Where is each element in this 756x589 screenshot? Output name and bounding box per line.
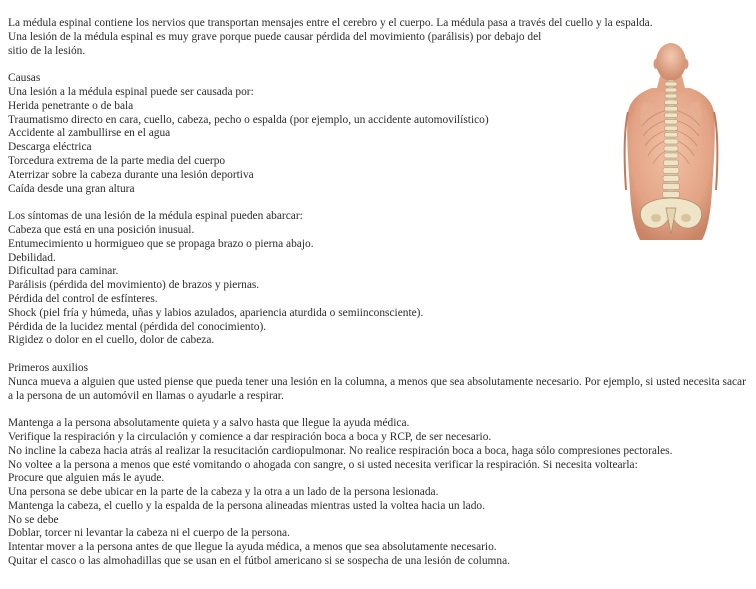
- cause-item: Torcedura extrema de la parte media del cuerpo: [8, 154, 226, 167]
- first-aid-paragraph: Nunca mueva a alguien que usted piense que pueda tener una lesión en la columna, a menos que sea absolutamente necesario. Por ejemplo, si usted necesita sacar a la persona de un automóvil en llamas o ayudarle a respirar.: [8, 375, 746, 402]
- symptom-item: Debilidad.: [8, 251, 56, 264]
- causes-heading: Causas: [8, 72, 41, 85]
- spacer: [8, 348, 753, 362]
- first-aid-item: No incline la cabeza hacia atrás al realizar la resucitación cardiopulmonar. No realice respiración boca a boca, haga sólo compresiones pectorales.: [8, 444, 673, 457]
- first-aid-item: No voltee a la persona a menos que esté vomitando o ahogada con sangre, o si usted necesita verificar la respiración. Si necesita voltearla:: [8, 458, 638, 471]
- cause-item: Traumatismo directo en cara, cuello, cabeza, pecho o espalda (por ejemplo, un accidente automovilístico): [8, 113, 489, 126]
- cause-item: Descarga eléctrica: [8, 141, 92, 154]
- cause-item: Herida penetrante o de bala: [8, 99, 134, 112]
- symptom-item: Pérdida de la lucidez mental (pérdida del conocimiento).: [8, 320, 267, 333]
- first-aid-section: [8, 362, 753, 569]
- head-shape: [654, 43, 689, 81]
- cause-item: Caída desde una gran altura: [8, 182, 135, 195]
- symptom-item: Parálisis (pérdida del movimiento) de brazos y piernas.: [8, 279, 260, 292]
- symptom-item: Cabeza que está en una posición inusual.: [8, 223, 195, 236]
- spacer: [8, 403, 753, 417]
- first-aid-item: No se debe: [8, 513, 59, 526]
- symptoms-lead: Los síntomas de una lesión de la médula espinal pueden abarcar:: [8, 210, 303, 223]
- symptom-item: Rigidez o dolor en el cuello, dolor de cabeza.: [8, 334, 215, 347]
- first-aid-heading: Primeros auxilios: [8, 361, 89, 374]
- first-aid-item: Doblar, torcer ni levantar la cabeza ni el cuerpo de la persona.: [8, 527, 290, 540]
- first-aid-item: Quitar el casco o las almohadillas que se usan en el fútbol americano si se sospecha de una lesión de columna.: [8, 555, 510, 568]
- causes-lead: Una lesión a la médula espinal puede ser causada por:: [8, 85, 254, 98]
- first-aid-item: Verifique la respiración y la circulación y comience a dar respiración boca a boca y RCP, de ser necesario.: [8, 430, 492, 443]
- spine-illustration: [622, 40, 720, 242]
- symptom-item: Pérdida del control de esfínteres.: [8, 292, 158, 305]
- first-aid-item: Una persona se debe ubicar en la parte de la cabeza y la otra a un lado de la persona lesionada.: [8, 486, 439, 499]
- first-aid-item: Mantenga la cabeza, el cuello y la espalda de la persona alineadas mientras usted la voltea hacia un lado.: [8, 499, 485, 512]
- first-aid-item: Mantenga a la persona absolutamente quieta y a salvo hasta que llegue la ayuda médica.: [8, 417, 410, 430]
- cause-item: Accidente al zambullirse en el agua: [8, 127, 171, 140]
- symptom-item: Entumecimiento u hormigueo que se propaga brazo o pierna abajo.: [8, 237, 314, 250]
- symptom-item: Shock (piel fría y húmeda, uñas y labios azulados, apariencia aturdida o semiinconsciente).: [8, 306, 424, 319]
- first-aid-item: Procure que alguien más le ayude.: [8, 472, 165, 485]
- intro-line: sitio de la lesión.: [8, 44, 86, 57]
- cause-item: Aterrizar sobre la cabeza durante una lesión deportiva: [8, 168, 254, 181]
- symptom-item: Dificultad para caminar.: [8, 265, 119, 278]
- intro-line: Una lesión de la médula espinal es muy grave porque puede causar pérdida del movimiento (parálisis) por debajo del: [8, 30, 542, 43]
- intro-line: La médula espinal contiene los nervios que transportan mensajes entre el cerebro y el cuerpo. La médula pasa a través del cuello y la espalda.: [8, 17, 653, 29]
- first-aid-item: Intentar mover a la persona antes de que llegue la ayuda médica, a menos que sea absolutamente necesario.: [8, 541, 497, 554]
